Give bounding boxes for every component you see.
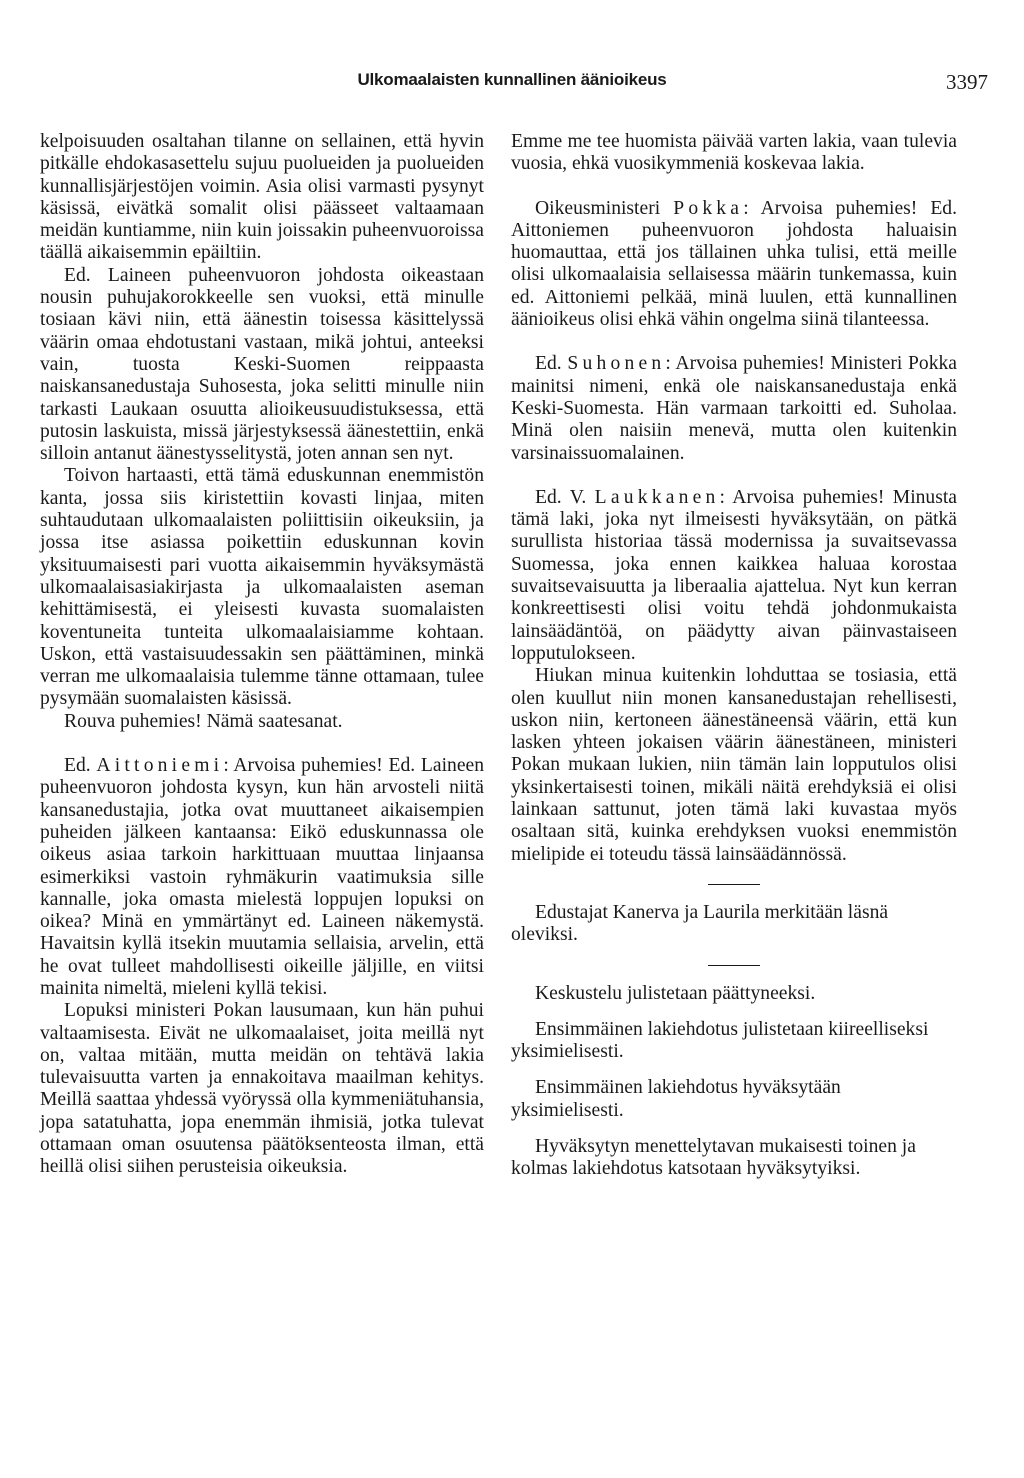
section-divider: [708, 965, 760, 966]
speaker-prefix: Oikeusministeri: [535, 197, 674, 219]
speaker-name: Aittoniemi: [96, 755, 224, 777]
minutes-note: Ensimmäinen lakiehdotus julistetaan kiireelliseksi yksimielisesti.: [511, 1018, 929, 1063]
speaker-prefix: Ed.: [535, 353, 568, 375]
header-title: Ulkomaalaisten kunnallinen äänioikeus: [357, 70, 667, 89]
minutes-note: Hyväksytyn menettelytavan mukaisesti toinen ja kolmas lakiehdotus katsotaan hyväksytyiksi.: [511, 1135, 916, 1180]
paragraph: Hiukan minua kuitenkin lohduttaa se tosiasia, että olen kuullut niin monen kansanedustajan rehellisesti, uskon niin, kertoneen äänestäneensä väärin, että kun lasken yhteen jokaisen väärin äänestäneen, ministeri Pokan mukaan lukien, niin tämän lain lopputulos olisi yksinkertaisesti toinen, mikäli näitä erehdyksiä ei olisi lainkaan sattunut, joten tämä laki kuvastaa myös osaltaan sitä, kuinka erehdyksen vuoksi enemmistön mielipide ei toteudu tässä lainsäädännössä.: [511, 665, 957, 865]
page-number: 3397: [946, 70, 988, 94]
speech-pokka: [511, 198, 957, 332]
speech-suhonen: [511, 353, 957, 464]
minutes-note: Ensimmäinen lakiehdotus hyväksytään yksimielisesti.: [511, 1077, 841, 1121]
speech-text: : Arvoisa puhemies! Ed. Aittoniemen puheenvuoron johdosta haluaisin huomauttaa, että jos tällainen uhka tulisi, että meille olisi ulkomaalaisia sellaisessa määrin tunkemassa, kuin ed. Aittoniemi pelkää, minä luulen, että kunnallinen äänioikeus olisi ehkä vähin ongelma siinä tilanteessa.: [511, 197, 957, 331]
speech-aittoniemi: [40, 755, 484, 1000]
paragraph: Emme me tee huomista päivää varten lakia, vaan tulevia vuosia, ehkä vuosikymmeniä koskevaa lakia.: [511, 131, 957, 175]
speech-text: : Arvoisa puhemies! Ed. Laineen puheenvuoron johdosta kysyn, kun hän arvosteli niitä kansanedustajia, jotka ovat muuttaneet aikaisempien puheiden jälkeen kantaansa: Eikö eduskunnassa ole oikeus asiaa tarkoin harkittuaan muuttaa linjaansa esimerkiksi vastoin ryhmäkurin vaatimuksia sille kannalle, joka omasta mielestä loppujen lopuksi on oikea? Minä en ymmärtänyt ed. Laineen näkemystä. Havaitsin kyllä itsekin muutamia sellaisia, arvelin, että he ovat tulleet mahdollisesti oikeille jäljille, en viitsi mainita nimeltä, mieleni kyllä tekisi.: [40, 755, 485, 999]
paragraph: Toivon hartaasti, että tämä eduskunnan enemmistön kanta, jossa siis kiristettiin kovasti linjaa, miten suhtaudutaan ulkomaalaisten poliittisiin oikeuksiin, ja jossa itse asiassa poikettiin eduskunnan kovin yksituumaisesti pari vuotta aikaisemmin hyväksymästä ulkomaalaisasiakirjasta ja ulkomaalaisten aseman kehittämisestä, ei yleisesti kuvasta suomalaisten koventuneita tunteita ulkomaalaisiamme kohtaan. Uskon, että vastaisuudessakin sen päättäminen, minkä verran me ulkomaalaisia tulemme tänne ottamaan, tulee pysymään suomalaisten käsissä.: [40, 465, 484, 710]
speaker-name: Pokka: [673, 197, 744, 219]
paragraph: kelpoisuuden osaltahan tilanne on sellainen, että hyvin pitkälle ehdokasasettelu sujuu puolueiden ja puolueiden kunnallisjärjestöjen voimin. Asia olisi varmasti pysynyt käsissä, eivätkä somalit olisi päässeet valtaamaan meidän kuntiamme, niin kuin joissakin puheenvuoroissa täällä aikaisemmin epäiltiin.: [40, 131, 484, 264]
paragraph: Lopuksi ministeri Pokan lausumaan, kun hän puhui valtaamisesta. Eivät ne ulkomaalaiset, joita meillä nyt on, valtaa mitään, mutta meidän on tehtävä lakia tulevaisuutta varten ja ennakoitava maailman kehitys. Meillä saattaa yhdessä vyöryssä olla kymmeniätuhansia, jopa satatuhatta, jopa enemmän ihmisiä, jotka tulevat ottamaan oman osuutensa päätöksenteosta ilman, että heillä olisi siihen perusteisia oikeuksia.: [40, 1000, 484, 1178]
speech-laukkanen: [511, 487, 957, 665]
speech-text: : Arvoisa puhemies! Minusta tämä laki, joka nyt ilmeisesti hyväksytään, on pätkä surullista historiaa tässä modernissa ja suvaitsevassa Suomessa, joka ennen kaikkea haluaa korostaa suvaitsevaisuutta ja liberaalia ajattelua. Nyt kun kerran konkreettisesti olisi voitu tehdä johdonmukaista lainsäädäntöä, on päädytty aivan päinvastaiseen lopputulokseen.: [511, 486, 957, 664]
running-header: [0, 70, 1024, 100]
speaker-name: Suhonen: [567, 353, 666, 375]
paragraph: Rouva puhemies! Nämä saatesanat.: [64, 710, 343, 732]
section-divider: [708, 884, 760, 885]
left-column: [40, 131, 484, 1179]
speaker-prefix: Ed. V.: [535, 486, 595, 508]
minutes-note: Keskustelu julistetaan päättyneeksi.: [535, 982, 816, 1004]
speech-text: : Arvoisa puhemies! Ministeri Pokka mainitsi nimeni, enkä ole naiskansanedustaja enkä Keski-Suomesta. Hän varmaan tarkoitti ed. Suholaa. Minä olen naisiin menevä, mutta olen kuitenkin varsinaissuomalainen.: [511, 353, 958, 464]
right-column: [511, 131, 957, 1181]
speaker-name: Laukkanen: [594, 486, 720, 508]
paragraph: Ed. Laineen puheenvuoron johdosta oikeastaan nousin puhujakorokkeelle sen vuoksi, että minulle tosiaan kävi niin, että äänestin toisessa käsittelyssä väärin omaa ehdotustani vastaan, mikä johtui, anteeksi vain, tuosta Keski-Suomen reippaasta naiskansanedustaja Suhosesta, joka selitti minulle niin tarkasti Laukaan osuutta alioikeusuudistuksessa, että putosin laskuista, missä järjestyksessä äänestettiin, enkä silloin antanut äänestysselitystä, joten annan sen nyt.: [40, 264, 484, 465]
minutes-note: Edustajat Kanerva ja Laurila merkitään läsnä oleviksi.: [511, 901, 889, 946]
speaker-prefix: Ed.: [64, 755, 97, 777]
